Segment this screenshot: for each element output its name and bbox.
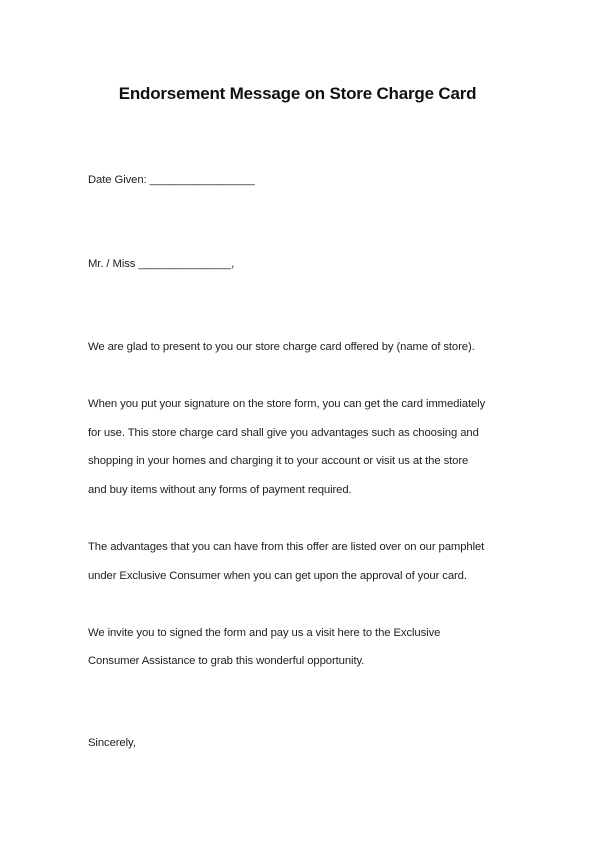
paragraph-1-line-1: We are glad to present to you our store charge card offered by (name of store). (88, 341, 475, 353)
paragraph-2-line-1: When you put your signature on the store form, you can get the card immediately (88, 398, 486, 410)
salutation-line: Mr. / Miss _______________, (88, 258, 235, 270)
paragraph-3-line-1: The advantages that you can have from this offer are listed over on our pamphlet (88, 541, 485, 553)
closing-line: Sincerely, (88, 737, 136, 749)
document-title: Endorsement Message on Store Charge Card (118, 84, 477, 103)
paragraph-3-line-2: under Exclusive Consumer when you can get upon the approval of your card. (88, 570, 467, 582)
paragraph-2-line-4: and buy items without any forms of payment required. (88, 484, 352, 496)
paragraph-4-line-1: We invite you to signed the form and pay us a visit here to the Exclusive (88, 627, 441, 639)
paragraph-2-line-3: shopping in your homes and charging it to your account or visit us at the store (88, 455, 469, 467)
date-given-line: Date Given: _________________ (88, 174, 255, 186)
paragraph-4-line-2: Consumer Assistance to grab this wonderful opportunity. (88, 655, 365, 667)
paragraph-2-line-2: for use. This store charge card shall give you advantages such as choosing and (88, 427, 479, 439)
